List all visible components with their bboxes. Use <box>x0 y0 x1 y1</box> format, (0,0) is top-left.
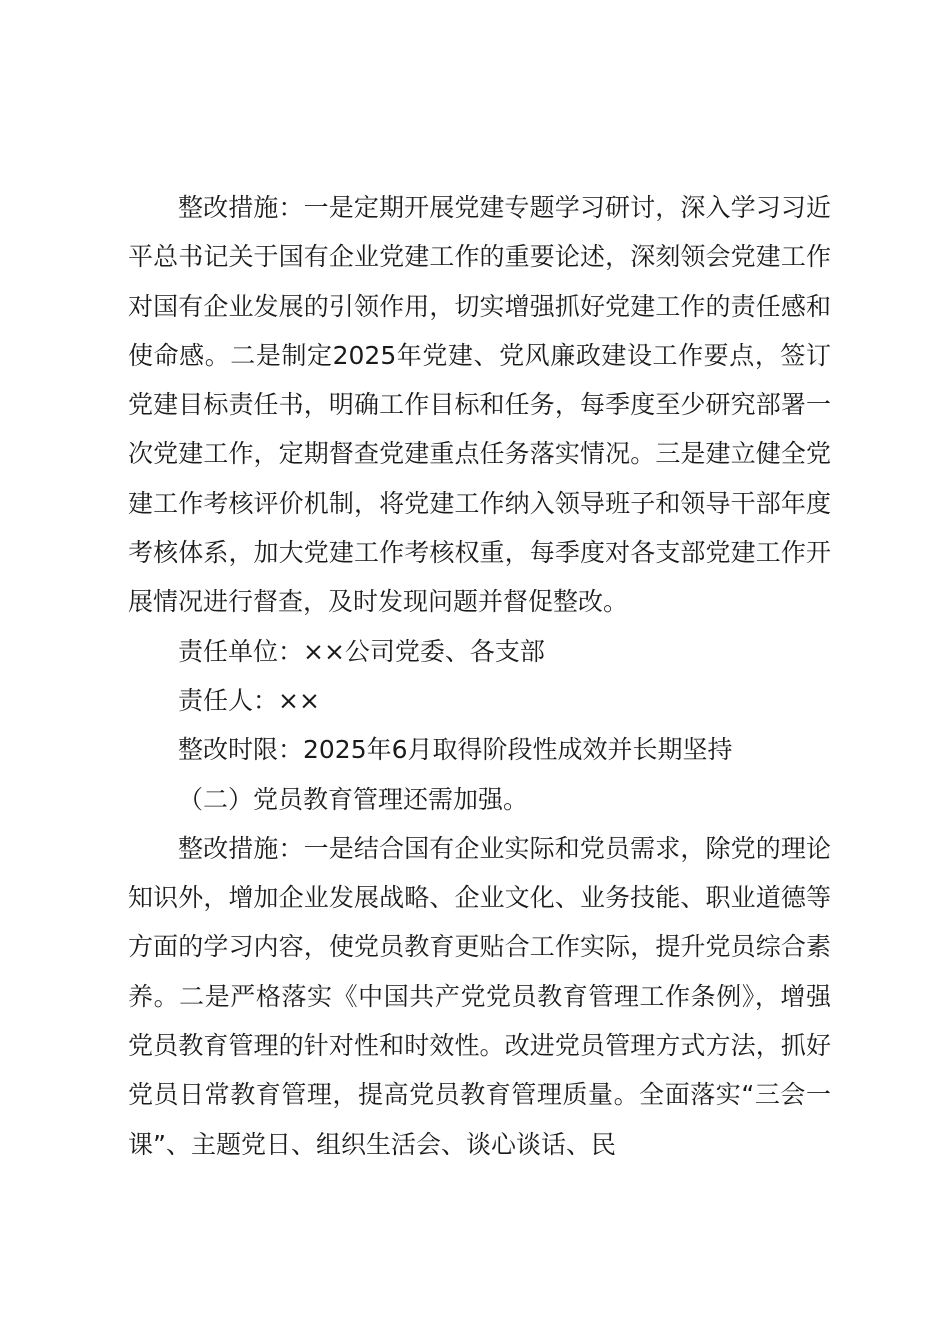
paragraph-deadline: 整改时限：2025年6月取得阶段性成效并长期坚持 <box>178 735 733 765</box>
paragraph-responsible-unit: 责任单位：××公司党委、各支部 <box>178 636 545 666</box>
paragraph-rectification-measures-2: 整改措施：一是结合国有企业实际和党员需求，除党的理论知识外，增加企业发展战略、企业文化、业务技能、职业道德等方面的学习内容，使党员教育更贴合工作实际，提升党员综合素养。二是严格落实《中国共产党党员教育管理工作条例》，增强党员教育管理的针对性和时效性。改进党员管理方式方法，抓好党员日常教育管理，提高党员教育管理质量。全面落实“三会一课”、主题党日、组织生活会、谈心谈话、民 <box>128 833 831 1159</box>
paragraph-rectification-measures-1: 整改措施：一是定期开展党建专题学习研讨，深入学习习近平总书记关于国有企业党建工作的重要论述，深刻领会党建工作对国有企业发展的引领作用，切实增强抓好党建工作的责任感和使命感。二是制定2025年党建、党风廉政建设工作要点，签订党建目标责任书，明确工作目标和任务，每季度至少研究部署一次党建工作，定期督查党建重点任务落实情况。三是建立健全党建工作考核评价机制，将党建工作纳入领导班子和领导干部年度考核体系，加大党建工作考核权重，每季度对各支部党建工作开展情况进行督查，及时发现问题并督促整改。 <box>128 193 831 617</box>
document-body <box>128 183 831 1169</box>
section-heading-party-member-education: （二）党员教育管理还需加强。 <box>178 784 529 814</box>
paragraph-responsible-person: 责任人：×× <box>178 685 320 715</box>
